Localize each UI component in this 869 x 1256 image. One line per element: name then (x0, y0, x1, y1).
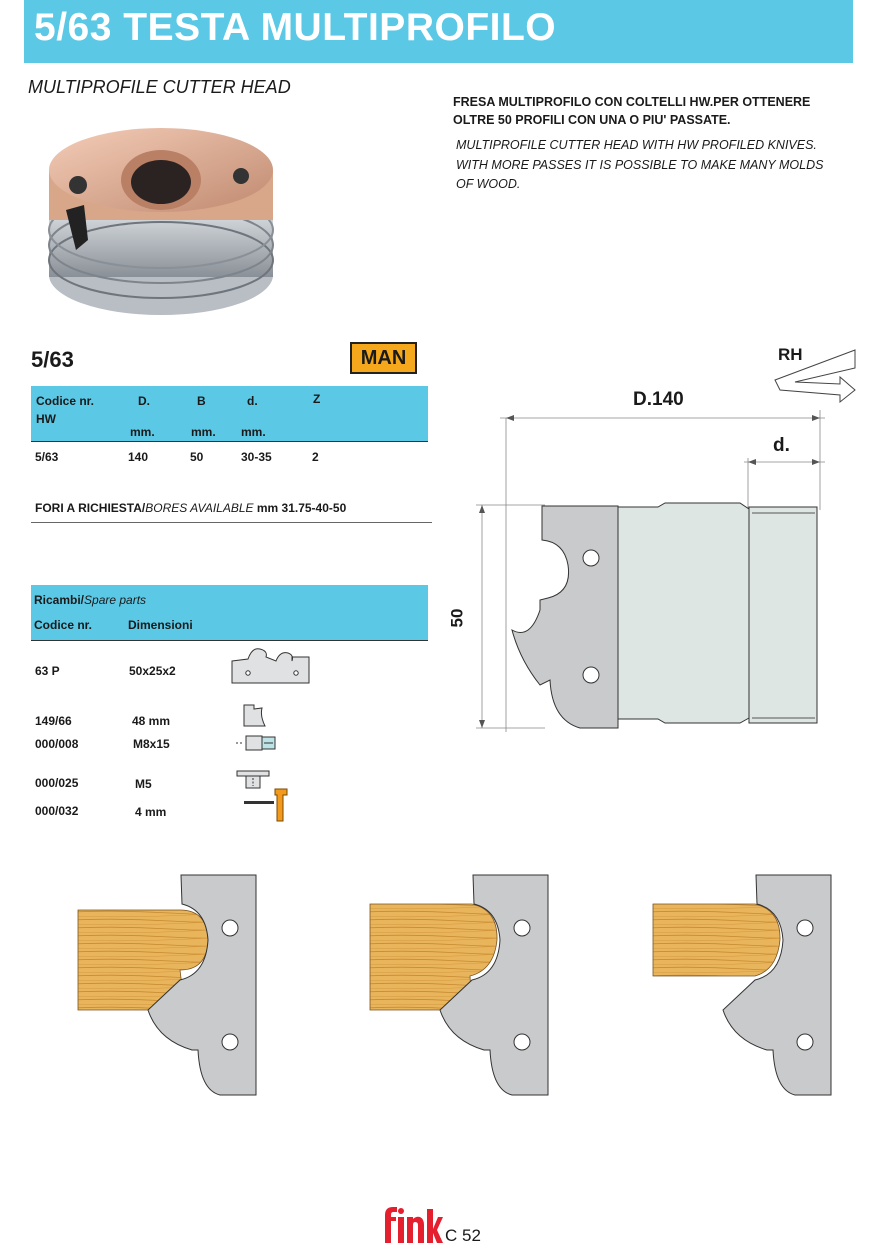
spare-code: 000/008 (35, 737, 79, 751)
description-italian (453, 93, 853, 129)
bores-label-en: BORES AVAILABLE (145, 501, 254, 515)
title-bar (24, 0, 853, 63)
description-it-line1: FRESA MULTIPROFILO CON COLTELLI HW.PER OTTENERE (453, 95, 811, 109)
product-code: 5/63 (31, 347, 74, 372)
spares-title (34, 593, 146, 607)
description-english (456, 136, 856, 195)
spares-header (31, 585, 428, 640)
unit-bore: mm. (241, 425, 266, 439)
header-hw: HW (36, 412, 56, 426)
screw-icon (236, 733, 278, 753)
row-teeth: 2 (312, 450, 319, 464)
header-teeth: Z (313, 392, 321, 406)
page-number: C 52 (445, 1226, 481, 1245)
spares-title-it: Ricambi/ (34, 593, 85, 607)
knife-profile-icon (230, 643, 312, 685)
divider (31, 522, 432, 523)
spare-code: 149/66 (35, 714, 72, 728)
diameter-label: D.140 (633, 389, 684, 410)
page-subtitle: MULTIPROFILE CUTTER HEAD (28, 77, 291, 97)
profile-example-3 (653, 875, 831, 1095)
unit-width: mm. (191, 425, 216, 439)
spares-divider (31, 640, 428, 641)
bore-label: d. (773, 435, 790, 456)
header-code: Codice nr. (36, 394, 95, 408)
profile-examples (70, 870, 850, 1105)
spare-dim: M5 (135, 777, 152, 791)
height-label: 50 (447, 608, 467, 628)
row-code: 5/63 (35, 450, 59, 464)
spare-dim: 50x25x2 (129, 664, 176, 678)
spare-dim: 4 mm (135, 805, 167, 819)
spares-col-dim: Dimensioni (128, 618, 193, 632)
spare-dim: 48 mm (132, 714, 171, 728)
spare-code: 000/032 (35, 804, 79, 818)
spec-table-header (31, 386, 428, 441)
bores-values: mm 31.75-40-50 (253, 501, 347, 515)
brand-logo (383, 1205, 443, 1245)
hex-key-icon (243, 787, 293, 823)
description-it-line2: OLTRE 50 PROFILI CON UNA O PIU' PASSATE. (453, 113, 731, 127)
row-width: 50 (190, 450, 204, 464)
spares-title-en: Spare parts (84, 593, 147, 607)
description-en-line3: OF WOOD. (456, 177, 521, 191)
bores-label: FORI A RICHIESTA/ (35, 501, 146, 515)
description-en-line1: MULTIPROFILE CUTTER HEAD WITH HW PROFILED KNIVES. (456, 138, 817, 152)
unit-diameter: mm. (130, 425, 155, 439)
spares-col-code: Codice nr. (34, 618, 93, 632)
gib-icon (242, 702, 268, 728)
bores-available (35, 501, 346, 515)
row-bore: 30-35 (241, 450, 272, 464)
table-divider (31, 441, 428, 442)
spare-dim: M8x15 (133, 737, 170, 751)
product-photo (36, 110, 286, 322)
rotation-label: RH (778, 345, 803, 364)
description-en-line2: WITH MORE PASSES IT IS POSSIBLE TO MAKE MANY MOLDS (456, 157, 824, 172)
profile-example-2 (370, 875, 548, 1095)
man-badge: MAN (350, 342, 417, 374)
header-bore: d. (247, 394, 258, 408)
header-width: B (197, 394, 206, 408)
profile-example-1 (78, 875, 256, 1095)
spare-code: 000/025 (35, 776, 79, 790)
row-diameter: 140 (128, 450, 149, 464)
header-diameter: D. (138, 394, 150, 408)
spare-code: 63 P (35, 664, 60, 678)
page-title: 5/63 TESTA MULTIPROFILO (34, 6, 557, 49)
